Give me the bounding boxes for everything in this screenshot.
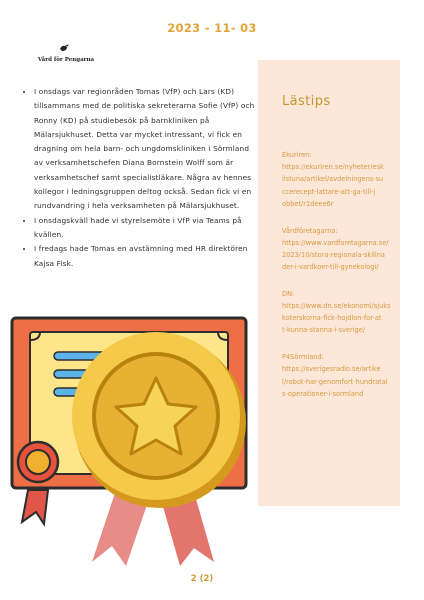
tip-link[interactable]: https://www.dn.se/ekonomi/sjuks koterskorna-fick-hojdlon-for-at t-kunna-stanna-i-sverige/ — [282, 302, 391, 335]
logo-text: Vård för Pengarna — [37, 57, 95, 63]
tip-link[interactable]: https://ekuriren.se/nyheter/esk ilstuna/artikel/avdelningens-su ccerecept-lattare-att-ga-till-j obbet/r1deee6r — [282, 163, 384, 208]
tip-source: DN: — [282, 289, 295, 298]
document-date: 2023 - 11- 03 — [167, 21, 257, 35]
certificate-medal-illustration — [0, 300, 260, 570]
tip-source: Vårdföretagarna: — [282, 226, 338, 235]
tip-item — [282, 351, 390, 400]
tip-item — [282, 225, 390, 274]
tips-list — [282, 149, 390, 414]
sidebar-title: Lästips — [282, 94, 331, 109]
reading-tips-sidebar — [258, 60, 400, 506]
tip-source: P4Sörmland: — [282, 353, 324, 362]
logo — [16, 42, 116, 72]
tip-item — [282, 149, 390, 210]
tip-link[interactable]: https://www.vardforetagarna.se/ 2023/10/stora-regionala-skillna der-i-vardkoer-till-gynekologi/ — [282, 238, 389, 272]
medal-icon — [72, 332, 246, 566]
page-number: 2 (2) — [190, 574, 214, 584]
news-bullet: • I fredags hade Tomas en avstämning med HR direktören Kajsa Fisk. — [34, 242, 256, 271]
bird-icon — [58, 42, 70, 54]
news-bullet-list — [22, 85, 256, 271]
tip-item — [282, 288, 390, 337]
tip-source: Ekuriren: — [282, 151, 312, 159]
news-bullet: • I onsdags var regionråden Tomas (VfP) och Lars (KD) tillsammans med de politiska sekreterarna Sofie (VfP) och Ronny (KD) på studiebesök på barnkliniken på Mälarsjukhuset. Detta var mycket intressant, vi fick en dragning om hela barn- och ungdomskliniken i Sörmland av verksamhetschefen Diana Bornstein Wolff som är verksamhetschef samt specialistläkare. Några av hennes kollegor i ledningsgruppen deltog också. Sedan fick vi en rundvandring i hela verksamheten på Mälarsjukhuset. — [34, 85, 256, 214]
tip-link[interactable]: https://sverigesradio.se/artike l/robot-har-genomfort-hundratal s-operationer-i-sormland — [282, 365, 388, 398]
news-bullet: • I onsdagskväll hade vi styrelsemöte i VfP via Teams på kvällen. — [34, 214, 256, 243]
